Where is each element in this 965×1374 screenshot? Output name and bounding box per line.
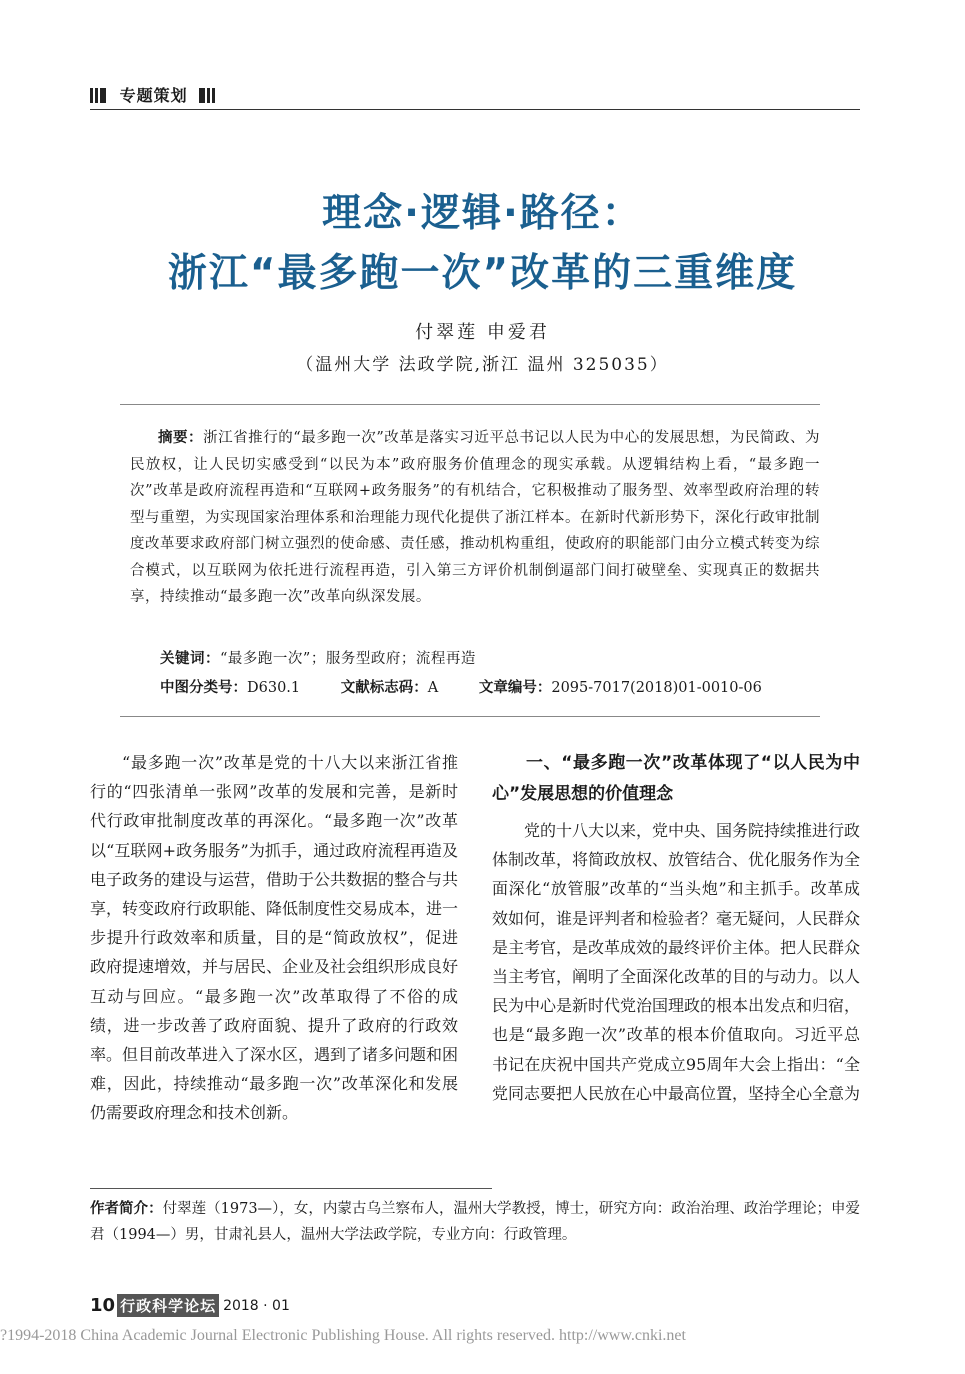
title-line-2: 浙江“最多跑一次”改革的三重维度: [167, 251, 798, 296]
issue-date: 2018 · 01: [223, 1297, 290, 1314]
intro-paragraph: “最多跑一次”改革是党的十八大以来浙江省推行的“四张清单一张网”改革的发展和完善，是新时代行政审批制度改革的再深化。“最多跑一次”改革以“互联网+政务服务”为抓手，通过政府流程再造及电子政务的建设与运营，借助于公共数据的整合与共享，转变政府行政职能、降低制度性交易成本，进一步提升行政效率和质量，目的是“简政放权”，促进政府提速增效，并与居民、企业及社会组织形成良好互动与回应。“最多跑一次”改革取得了不俗的成绩，进一步改善了政府面貌、提升了政府的行政效率。但目前改革进入了深水区，遇到了诸多问题和困难，因此，持续推动“最多跑一次”改革深化和发展仍需要政府理念和技术创新。: [90, 753, 459, 1123]
page-footer: [90, 1294, 290, 1317]
abstract-top-rule: [120, 404, 820, 405]
bio-text: 付翠莲（1973—），女，内蒙古乌兰察布人，温州大学教授，博士，研究方向：政治治理、政治学理论；申爱君（1994—）男，甘肃礼县人，温州大学法政学院，专业方向：行政管理。: [90, 1201, 861, 1243]
footnote-rule: [90, 1188, 492, 1189]
bio-label: 作者简介：: [90, 1201, 163, 1217]
abstract-text: 浙江省推行的“最多跑一次”改革是落实习近平总书记以人民为中心的发展思想，为民简政、为民放权，让人民切实感受到“以民为本”政府服务价值理念的现实承载。从逻辑结构上看，“最多跑一次”改革是政府流程再造和“互联网+政务服务”的有机结合，它积极推动了服务型、效率型政府治理的转型与重塑，为实现国家治理体系和治理能力现代化提供了浙江样本。在新时代新形势下，深化行政审批制度改革要求政府部门树立强烈的使命感、责任感，推动机构重组，使政府的职能部门由分立模式转变为综合模式，以互联网为依托进行流程再造，引入第三方评价机制倒逼部门间打破壁垒、实现真正的数据共享，持续推动“最多跑一次”改革向纵深发展。: [130, 430, 821, 605]
article-number-label: 文章编号：: [478, 680, 552, 696]
journal-name: 行政科学论坛: [117, 1294, 219, 1317]
clc-value: D630.1: [247, 680, 301, 696]
header-rule: [90, 109, 860, 110]
clc-label: 中图分类号：: [160, 680, 247, 696]
page-number: 10: [90, 1295, 116, 1316]
article-number-value: 2095-7017(2018)01-0010-06: [551, 680, 762, 696]
header-bars-right: [199, 85, 217, 104]
section-paragraph: 党的十八大以来，党中央、国务院持续推进行政体制改革，将简政放权、放管结合、优化服务作为全面深化“放管服”改革的“当头炮”和主抓手。改革成效如何，谁是评判者和检验者？毫无疑问，人民群众是主考官，是改革成效的最终评价主体。把人民群众当主考官，阐明了全面深化改革的目的与动力。以人民为中心是新时代党治国理政的根本出发点和归宿，也是“最多跑一次”改革的根本价值取向。习近平总书记在庆祝中国共产党成立95周年大会上指出：“全党同志要把人民放在心中最高位置，坚持全心全意为: [492, 821, 861, 1103]
doc-label: 文献标志码：: [340, 680, 428, 696]
abstract-label: 摘要：: [158, 430, 204, 446]
section-label: 专题策划: [119, 86, 188, 105]
keywords: [160, 647, 476, 668]
keywords-label: 关键词：: [160, 651, 220, 667]
section-header: [90, 83, 860, 107]
keywords-text: “最多跑一次”；服务型政府；流程再造: [220, 651, 476, 667]
header-bars-left: [90, 85, 108, 104]
section-heading: 一、“最多跑一次”改革体现了“以人民为中心”发展思想的价值理念: [492, 753, 860, 804]
authors: 付翠莲 申爱君: [415, 322, 550, 343]
affiliation: （温州大学 法政学院,浙江 温州 325035）: [296, 355, 669, 375]
body-left-column: [90, 748, 458, 1128]
doc-value: A: [427, 680, 439, 696]
abstract-bottom-rule: [120, 716, 820, 717]
copyright-notice: ?1994-2018 China Academic Journal Electronic Publishing House. All rights reserved. http://www.cnki.net: [0, 1327, 686, 1344]
article-meta: [160, 676, 820, 697]
body-right-column: [492, 748, 860, 1108]
author-bio: [90, 1196, 860, 1248]
title-line-1: 理念·逻辑·路径：: [322, 191, 643, 236]
abstract: [130, 425, 820, 611]
